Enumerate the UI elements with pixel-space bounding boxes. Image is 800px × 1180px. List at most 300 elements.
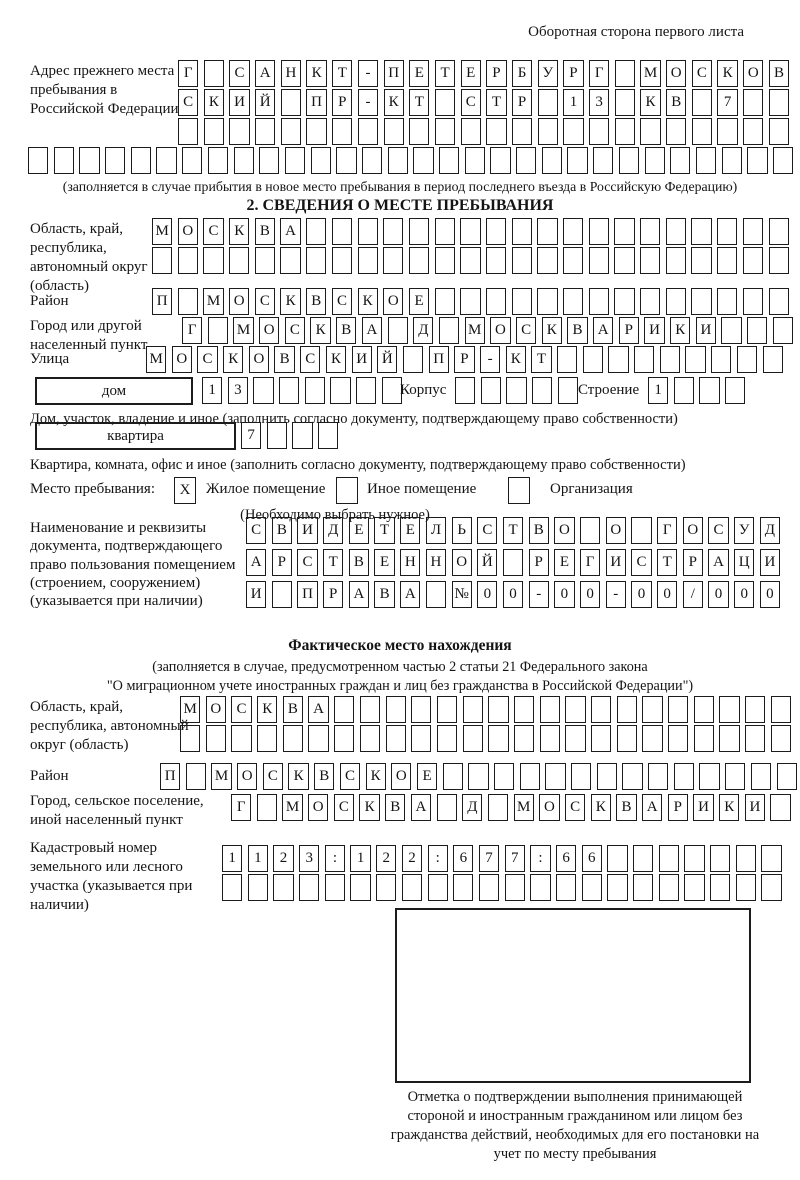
char-cell[interactable] xyxy=(711,346,731,373)
char-cell[interactable]: 0 xyxy=(503,581,523,608)
char-cell[interactable]: Е xyxy=(409,288,429,315)
char-cell[interactable] xyxy=(439,147,459,174)
char-cell[interactable] xyxy=(384,118,404,145)
char-cell[interactable] xyxy=(721,317,741,344)
char-cell[interactable] xyxy=(360,725,380,752)
char-cell[interactable] xyxy=(717,218,737,245)
char-cell[interactable]: С xyxy=(229,60,249,87)
char-cell[interactable] xyxy=(668,725,688,752)
char-cell[interactable]: 0 xyxy=(554,581,574,608)
char-cell[interactable] xyxy=(571,763,591,790)
char-cell[interactable] xyxy=(131,147,151,174)
char-cell[interactable]: О xyxy=(206,696,226,723)
char-cell[interactable]: К xyxy=(719,794,739,821)
char-cell[interactable] xyxy=(725,377,745,404)
char-cell[interactable] xyxy=(745,696,765,723)
char-cell[interactable] xyxy=(178,288,198,315)
char-cell[interactable] xyxy=(771,696,791,723)
char-cell[interactable]: П xyxy=(306,89,326,116)
char-cell[interactable] xyxy=(619,147,639,174)
char-cell[interactable] xyxy=(455,377,475,404)
char-cell[interactable] xyxy=(617,696,637,723)
char-cell[interactable] xyxy=(607,874,627,901)
char-cell[interactable] xyxy=(79,147,99,174)
char-cell[interactable]: К xyxy=(326,346,346,373)
char-cell[interactable] xyxy=(514,696,534,723)
char-cell[interactable] xyxy=(257,725,277,752)
char-cell[interactable]: П xyxy=(384,60,404,87)
char-cell[interactable]: Т xyxy=(374,517,394,544)
char-cell[interactable]: 6 xyxy=(453,845,473,872)
char-cell[interactable] xyxy=(358,218,378,245)
char-cell[interactable] xyxy=(311,147,331,174)
char-cell[interactable]: О xyxy=(743,60,763,87)
char-cell[interactable]: В xyxy=(769,60,789,87)
char-cell[interactable]: К xyxy=(640,89,660,116)
char-cell[interactable]: 1 xyxy=(248,845,268,872)
char-cell[interactable] xyxy=(589,288,609,315)
char-cell[interactable]: В xyxy=(314,763,334,790)
char-cell[interactable] xyxy=(685,346,705,373)
char-cell[interactable] xyxy=(694,696,714,723)
char-cell[interactable] xyxy=(255,247,275,274)
char-cell[interactable] xyxy=(699,377,719,404)
char-cell[interactable] xyxy=(156,147,176,174)
char-cell[interactable]: В xyxy=(255,218,275,245)
char-cell[interactable] xyxy=(580,517,600,544)
char-cell[interactable]: О xyxy=(308,794,328,821)
apartment-type-box[interactable]: квартира xyxy=(35,422,236,450)
char-cell[interactable]: В xyxy=(567,317,587,344)
char-cell[interactable]: С xyxy=(178,89,198,116)
char-cell[interactable]: М xyxy=(465,317,485,344)
char-cell[interactable] xyxy=(453,874,473,901)
char-cell[interactable]: О xyxy=(452,549,472,576)
char-cell[interactable]: К xyxy=(670,317,690,344)
char-cell[interactable]: Н xyxy=(426,549,446,576)
char-cell[interactable]: О xyxy=(178,218,198,245)
char-cell[interactable]: - xyxy=(358,89,378,116)
char-cell[interactable] xyxy=(253,377,273,404)
char-cell[interactable]: 2 xyxy=(402,845,422,872)
char-cell[interactable] xyxy=(666,288,686,315)
char-cell[interactable] xyxy=(486,288,506,315)
char-cell[interactable]: Д xyxy=(760,517,780,544)
char-cell[interactable]: Р xyxy=(323,581,343,608)
char-cell[interactable] xyxy=(743,288,763,315)
char-cell[interactable] xyxy=(222,874,242,901)
char-cell[interactable] xyxy=(563,118,583,145)
char-cell[interactable] xyxy=(426,581,446,608)
char-cell[interactable]: И xyxy=(696,317,716,344)
char-cell[interactable]: Р xyxy=(619,317,639,344)
char-cell[interactable] xyxy=(413,147,433,174)
char-cell[interactable] xyxy=(356,377,376,404)
char-cell[interactable]: 0 xyxy=(477,581,497,608)
char-cell[interactable]: Р xyxy=(332,89,352,116)
char-cell[interactable]: 6 xyxy=(582,845,602,872)
char-cell[interactable] xyxy=(567,147,587,174)
char-cell[interactable] xyxy=(437,725,457,752)
char-cell[interactable]: 0 xyxy=(708,581,728,608)
char-cell[interactable] xyxy=(607,845,627,872)
char-cell[interactable] xyxy=(463,725,483,752)
char-cell[interactable] xyxy=(273,874,293,901)
char-cell[interactable]: : xyxy=(530,845,550,872)
char-cell[interactable]: С xyxy=(631,549,651,576)
char-cell[interactable]: 3 xyxy=(589,89,609,116)
char-cell[interactable]: И xyxy=(745,794,765,821)
char-cell[interactable]: П xyxy=(429,346,449,373)
char-cell[interactable] xyxy=(428,874,448,901)
char-cell[interactable] xyxy=(514,725,534,752)
char-cell[interactable] xyxy=(386,696,406,723)
char-cell[interactable]: № xyxy=(452,581,472,608)
char-cell[interactable]: А xyxy=(349,581,369,608)
char-cell[interactable]: В xyxy=(666,89,686,116)
char-cell[interactable] xyxy=(512,247,532,274)
char-cell[interactable] xyxy=(204,118,224,145)
char-cell[interactable]: М xyxy=(211,763,231,790)
char-cell[interactable] xyxy=(257,794,277,821)
char-cell[interactable]: С xyxy=(516,317,536,344)
char-cell[interactable] xyxy=(694,725,714,752)
char-cell[interactable] xyxy=(435,218,455,245)
char-cell[interactable] xyxy=(468,763,488,790)
char-cell[interactable] xyxy=(305,377,325,404)
char-cell[interactable] xyxy=(488,696,508,723)
char-cell[interactable]: Е xyxy=(417,763,437,790)
char-cell[interactable] xyxy=(761,874,781,901)
char-cell[interactable]: 2 xyxy=(376,845,396,872)
char-cell[interactable] xyxy=(362,147,382,174)
char-cell[interactable] xyxy=(402,874,422,901)
char-cell[interactable]: С xyxy=(334,794,354,821)
char-cell[interactable] xyxy=(435,247,455,274)
char-cell[interactable] xyxy=(403,346,423,373)
char-cell[interactable] xyxy=(747,317,767,344)
char-cell[interactable]: С xyxy=(477,517,497,544)
stay-option-residential-checkbox[interactable]: X xyxy=(174,477,196,504)
stay-option-other-checkbox[interactable] xyxy=(336,477,358,504)
char-cell[interactable]: Р xyxy=(529,549,549,576)
char-cell[interactable] xyxy=(582,874,602,901)
char-cell[interactable]: 0 xyxy=(657,581,677,608)
char-cell[interactable] xyxy=(719,696,739,723)
char-cell[interactable]: И xyxy=(644,317,664,344)
char-cell[interactable]: Г xyxy=(580,549,600,576)
char-cell[interactable] xyxy=(674,377,694,404)
char-cell[interactable] xyxy=(281,118,301,145)
char-cell[interactable] xyxy=(717,247,737,274)
char-cell[interactable]: 0 xyxy=(760,581,780,608)
char-cell[interactable]: 1 xyxy=(648,377,668,404)
char-cell[interactable] xyxy=(565,696,585,723)
char-cell[interactable]: О xyxy=(391,763,411,790)
char-cell[interactable] xyxy=(540,725,560,752)
char-cell[interactable] xyxy=(538,118,558,145)
char-cell[interactable]: В xyxy=(306,288,326,315)
char-cell[interactable] xyxy=(622,763,642,790)
char-cell[interactable] xyxy=(769,288,789,315)
char-cell[interactable]: В xyxy=(616,794,636,821)
char-cell[interactable]: А xyxy=(308,696,328,723)
char-cell[interactable]: А xyxy=(255,60,275,87)
char-cell[interactable] xyxy=(512,118,532,145)
char-cell[interactable]: Н xyxy=(400,549,420,576)
char-cell[interactable]: У xyxy=(734,517,754,544)
char-cell[interactable]: К xyxy=(204,89,224,116)
stay-option-organization-checkbox[interactable] xyxy=(508,477,530,504)
char-cell[interactable] xyxy=(773,147,793,174)
char-cell[interactable]: М xyxy=(282,794,302,821)
char-cell[interactable]: К xyxy=(310,317,330,344)
char-cell[interactable] xyxy=(54,147,74,174)
char-cell[interactable]: А xyxy=(593,317,613,344)
char-cell[interactable] xyxy=(631,517,651,544)
char-cell[interactable]: К xyxy=(384,89,404,116)
char-cell[interactable]: Е xyxy=(400,517,420,544)
char-cell[interactable] xyxy=(206,725,226,752)
char-cell[interactable]: П xyxy=(152,288,172,315)
char-cell[interactable]: П xyxy=(297,581,317,608)
char-cell[interactable] xyxy=(699,763,719,790)
char-cell[interactable] xyxy=(481,377,501,404)
char-cell[interactable] xyxy=(409,118,429,145)
char-cell[interactable]: Й xyxy=(477,549,497,576)
char-cell[interactable]: 7 xyxy=(241,422,261,449)
char-cell[interactable]: 1 xyxy=(222,845,242,872)
char-cell[interactable]: Г xyxy=(182,317,202,344)
char-cell[interactable]: В xyxy=(529,517,549,544)
char-cell[interactable] xyxy=(360,696,380,723)
char-cell[interactable] xyxy=(486,247,506,274)
char-cell[interactable] xyxy=(777,763,797,790)
char-cell[interactable]: И xyxy=(693,794,713,821)
char-cell[interactable]: О xyxy=(172,346,192,373)
char-cell[interactable]: М xyxy=(514,794,534,821)
char-cell[interactable]: О xyxy=(554,517,574,544)
char-cell[interactable]: М xyxy=(152,218,172,245)
char-cell[interactable] xyxy=(460,288,480,315)
char-cell[interactable] xyxy=(463,696,483,723)
char-cell[interactable]: К xyxy=(280,288,300,315)
char-cell[interactable]: К xyxy=(359,794,379,821)
char-cell[interactable]: О xyxy=(683,517,703,544)
char-cell[interactable] xyxy=(537,247,557,274)
char-cell[interactable]: В xyxy=(283,696,303,723)
char-cell[interactable] xyxy=(565,725,585,752)
char-cell[interactable] xyxy=(597,763,617,790)
char-cell[interactable] xyxy=(532,377,552,404)
char-cell[interactable] xyxy=(668,696,688,723)
char-cell[interactable]: / xyxy=(683,581,703,608)
char-cell[interactable]: С xyxy=(203,218,223,245)
char-cell[interactable]: 1 xyxy=(563,89,583,116)
char-cell[interactable] xyxy=(229,118,249,145)
char-cell[interactable]: С xyxy=(255,288,275,315)
char-cell[interactable] xyxy=(308,725,328,752)
char-cell[interactable]: О xyxy=(383,288,403,315)
char-cell[interactable]: 1 xyxy=(350,845,370,872)
char-cell[interactable] xyxy=(556,874,576,901)
char-cell[interactable]: А xyxy=(280,218,300,245)
char-cell[interactable] xyxy=(583,346,603,373)
char-cell[interactable] xyxy=(725,763,745,790)
char-cell[interactable] xyxy=(743,89,763,116)
char-cell[interactable]: М xyxy=(640,60,660,87)
char-cell[interactable] xyxy=(461,118,481,145)
char-cell[interactable] xyxy=(648,763,668,790)
char-cell[interactable] xyxy=(773,317,793,344)
char-cell[interactable] xyxy=(488,725,508,752)
char-cell[interactable]: Т xyxy=(323,549,343,576)
char-cell[interactable] xyxy=(642,725,662,752)
char-cell[interactable] xyxy=(633,845,653,872)
char-cell[interactable]: - xyxy=(606,581,626,608)
char-cell[interactable] xyxy=(692,89,712,116)
char-cell[interactable] xyxy=(279,377,299,404)
char-cell[interactable]: - xyxy=(480,346,500,373)
char-cell[interactable]: У xyxy=(538,60,558,87)
char-cell[interactable] xyxy=(512,288,532,315)
char-cell[interactable]: Р xyxy=(512,89,532,116)
char-cell[interactable]: С xyxy=(297,549,317,576)
char-cell[interactable]: Г xyxy=(178,60,198,87)
char-cell[interactable]: 3 xyxy=(299,845,319,872)
char-cell[interactable] xyxy=(633,874,653,901)
char-cell[interactable] xyxy=(557,346,577,373)
char-cell[interactable] xyxy=(743,118,763,145)
char-cell[interactable] xyxy=(376,874,396,901)
char-cell[interactable] xyxy=(437,794,457,821)
char-cell[interactable] xyxy=(537,288,557,315)
char-cell[interactable] xyxy=(494,763,514,790)
char-cell[interactable]: Л xyxy=(426,517,446,544)
char-cell[interactable]: 0 xyxy=(631,581,651,608)
char-cell[interactable] xyxy=(178,118,198,145)
char-cell[interactable]: С xyxy=(246,517,266,544)
char-cell[interactable] xyxy=(589,218,609,245)
char-cell[interactable] xyxy=(530,874,550,901)
char-cell[interactable] xyxy=(645,147,665,174)
char-cell[interactable] xyxy=(642,696,662,723)
char-cell[interactable] xyxy=(540,696,560,723)
char-cell[interactable] xyxy=(350,874,370,901)
char-cell[interactable] xyxy=(614,247,634,274)
char-cell[interactable] xyxy=(722,147,742,174)
char-cell[interactable]: О xyxy=(237,763,257,790)
char-cell[interactable] xyxy=(503,549,523,576)
char-cell[interactable]: Е xyxy=(461,60,481,87)
char-cell[interactable] xyxy=(334,725,354,752)
char-cell[interactable] xyxy=(208,147,228,174)
char-cell[interactable] xyxy=(674,763,694,790)
char-cell[interactable]: С xyxy=(461,89,481,116)
char-cell[interactable]: Е xyxy=(374,549,394,576)
char-cell[interactable] xyxy=(745,725,765,752)
char-cell[interactable] xyxy=(152,247,172,274)
char-cell[interactable]: О xyxy=(229,288,249,315)
char-cell[interactable] xyxy=(520,763,540,790)
char-cell[interactable]: И xyxy=(606,549,626,576)
char-cell[interactable] xyxy=(563,218,583,245)
char-cell[interactable]: Т xyxy=(486,89,506,116)
char-cell[interactable] xyxy=(306,247,326,274)
char-cell[interactable] xyxy=(614,288,634,315)
char-cell[interactable] xyxy=(634,346,654,373)
char-cell[interactable]: Г xyxy=(231,794,251,821)
char-cell[interactable]: Т xyxy=(503,517,523,544)
char-cell[interactable]: С xyxy=(197,346,217,373)
char-cell[interactable]: И xyxy=(297,517,317,544)
char-cell[interactable]: К xyxy=(591,794,611,821)
char-cell[interactable]: С xyxy=(692,60,712,87)
char-cell[interactable] xyxy=(538,89,558,116)
char-cell[interactable]: О xyxy=(490,317,510,344)
char-cell[interactable]: М xyxy=(180,696,200,723)
char-cell[interactable] xyxy=(280,247,300,274)
char-cell[interactable]: М xyxy=(233,317,253,344)
char-cell[interactable]: О xyxy=(259,317,279,344)
char-cell[interactable] xyxy=(388,317,408,344)
char-cell[interactable] xyxy=(255,118,275,145)
char-cell[interactable] xyxy=(358,118,378,145)
char-cell[interactable] xyxy=(306,118,326,145)
char-cell[interactable] xyxy=(465,147,485,174)
char-cell[interactable] xyxy=(684,845,704,872)
char-cell[interactable] xyxy=(640,288,660,315)
char-cell[interactable]: А xyxy=(400,581,420,608)
char-cell[interactable]: С xyxy=(565,794,585,821)
char-cell[interactable] xyxy=(208,317,228,344)
char-cell[interactable]: Р xyxy=(563,60,583,87)
char-cell[interactable]: А xyxy=(362,317,382,344)
char-cell[interactable]: Б xyxy=(512,60,532,87)
char-cell[interactable] xyxy=(717,288,737,315)
char-cell[interactable] xyxy=(435,89,455,116)
char-cell[interactable]: К xyxy=(366,763,386,790)
char-cell[interactable] xyxy=(490,147,510,174)
char-cell[interactable] xyxy=(486,218,506,245)
char-cell[interactable]: Р xyxy=(454,346,474,373)
char-cell[interactable]: Г xyxy=(657,517,677,544)
char-cell[interactable] xyxy=(435,118,455,145)
char-cell[interactable] xyxy=(334,696,354,723)
char-cell[interactable] xyxy=(330,377,350,404)
char-cell[interactable] xyxy=(435,288,455,315)
char-cell[interactable] xyxy=(411,696,431,723)
char-cell[interactable] xyxy=(770,794,790,821)
char-cell[interactable]: Й xyxy=(255,89,275,116)
char-cell[interactable] xyxy=(28,147,48,174)
char-cell[interactable] xyxy=(383,247,403,274)
char-cell[interactable] xyxy=(615,60,635,87)
char-cell[interactable]: С xyxy=(300,346,320,373)
char-cell[interactable]: В xyxy=(272,517,292,544)
char-cell[interactable]: Т xyxy=(435,60,455,87)
char-cell[interactable]: : xyxy=(428,845,448,872)
house-type-box[interactable]: дом xyxy=(35,377,193,405)
char-cell[interactable] xyxy=(488,794,508,821)
char-cell[interactable] xyxy=(563,288,583,315)
char-cell[interactable]: Р xyxy=(683,549,703,576)
char-cell[interactable]: 2 xyxy=(273,845,293,872)
char-cell[interactable] xyxy=(659,874,679,901)
char-cell[interactable]: М xyxy=(146,346,166,373)
char-cell[interactable] xyxy=(761,845,781,872)
char-cell[interactable] xyxy=(411,725,431,752)
